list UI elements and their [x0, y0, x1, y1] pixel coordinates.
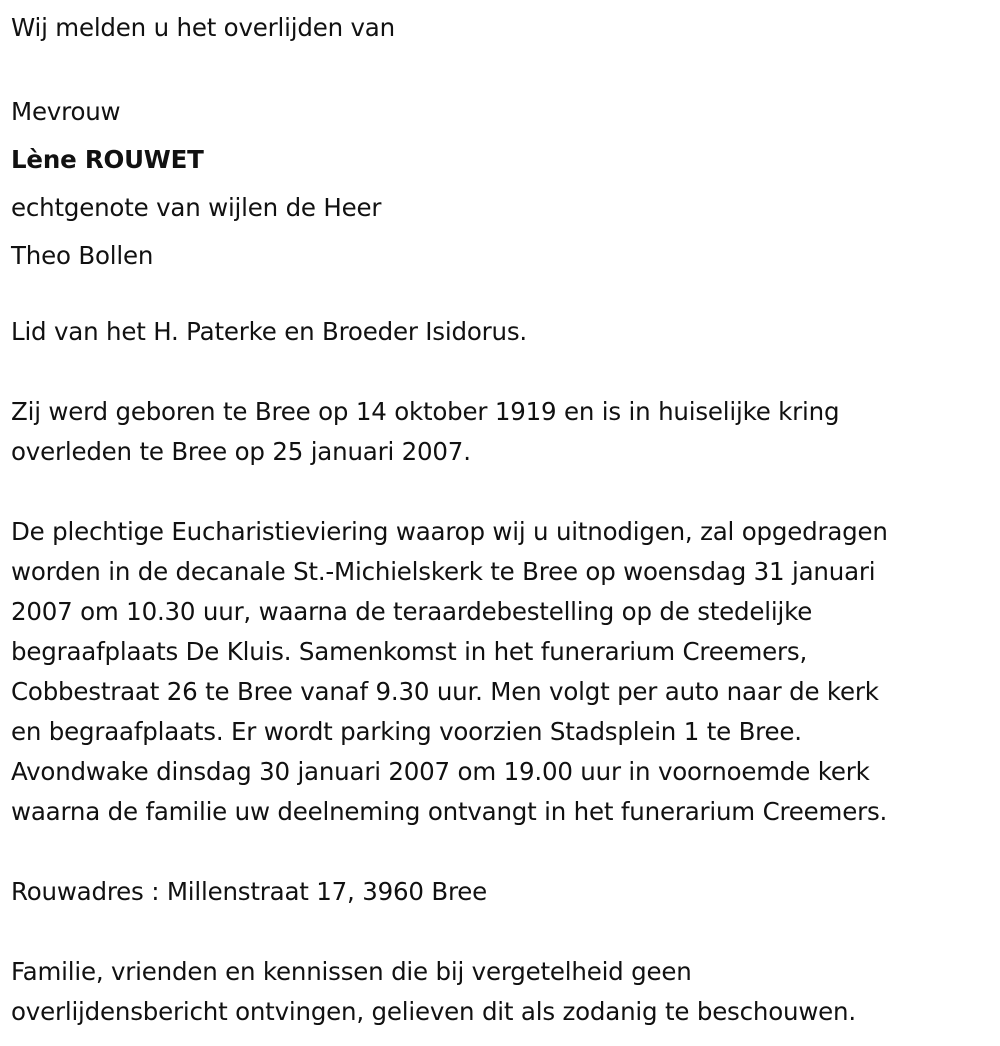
ceremony-paragraph	[11, 512, 993, 832]
paragraph-line: Cobbestraat 26 te Bree vanaf 9.30 uur. Men volgt per auto naar de kerk	[11, 677, 879, 706]
spouse-name: Theo Bollen	[11, 241, 154, 270]
intro-text: Wij melden u het overlijden van	[11, 13, 395, 42]
paragraph-line: overleden te Bree op 25 januari 2007.	[11, 437, 471, 466]
salutation: Mevrouw	[11, 97, 121, 126]
paragraph-line: Avondwake dinsdag 30 januari 2007 om 19.00 uur in voornoemde kerk	[11, 757, 870, 786]
obituary-document	[11, 8, 993, 1032]
paragraph-line: overlijdensbericht ontvingen, gelieven dit als zodanig te beschouwen.	[11, 997, 856, 1026]
birth-death-paragraph	[11, 392, 993, 472]
paragraph-line: De plechtige Eucharistieviering waarop wij u uitnodigen, zal opgedragen	[11, 517, 888, 546]
relation-text: echtgenote van wijlen de Heer	[11, 193, 382, 222]
paragraph-line: en begraafplaats. Er wordt parking voorzien Stadsplein 1 te Bree.	[11, 717, 802, 746]
paragraph-line: Familie, vrienden en kennissen die bij vergetelheid geen	[11, 957, 692, 986]
paragraph-line: Zij werd geboren te Bree op 14 oktober 1919 en is in huiselijke kring	[11, 397, 840, 426]
mourning-address: Rouwadres : Millenstraat 17, 3960 Bree	[11, 877, 488, 906]
membership-text: Lid van het H. Paterke en Broeder Isidorus.	[11, 317, 527, 346]
paragraph-line: waarna de familie uw deelneming ontvangt in het funerarium Creemers.	[11, 797, 888, 826]
paragraph-line: 2007 om 10.30 uur, waarna de teraardebestelling op de stedelijke	[11, 597, 813, 626]
closing-paragraph	[11, 952, 993, 1032]
paragraph-line: begraafplaats De Kluis. Samenkomst in het funerarium Creemers,	[11, 637, 808, 666]
deceased-name: Lène ROUWET	[11, 145, 204, 174]
paragraph-line: worden in de decanale St.-Michielskerk te Bree op woensdag 31 januari	[11, 557, 876, 586]
